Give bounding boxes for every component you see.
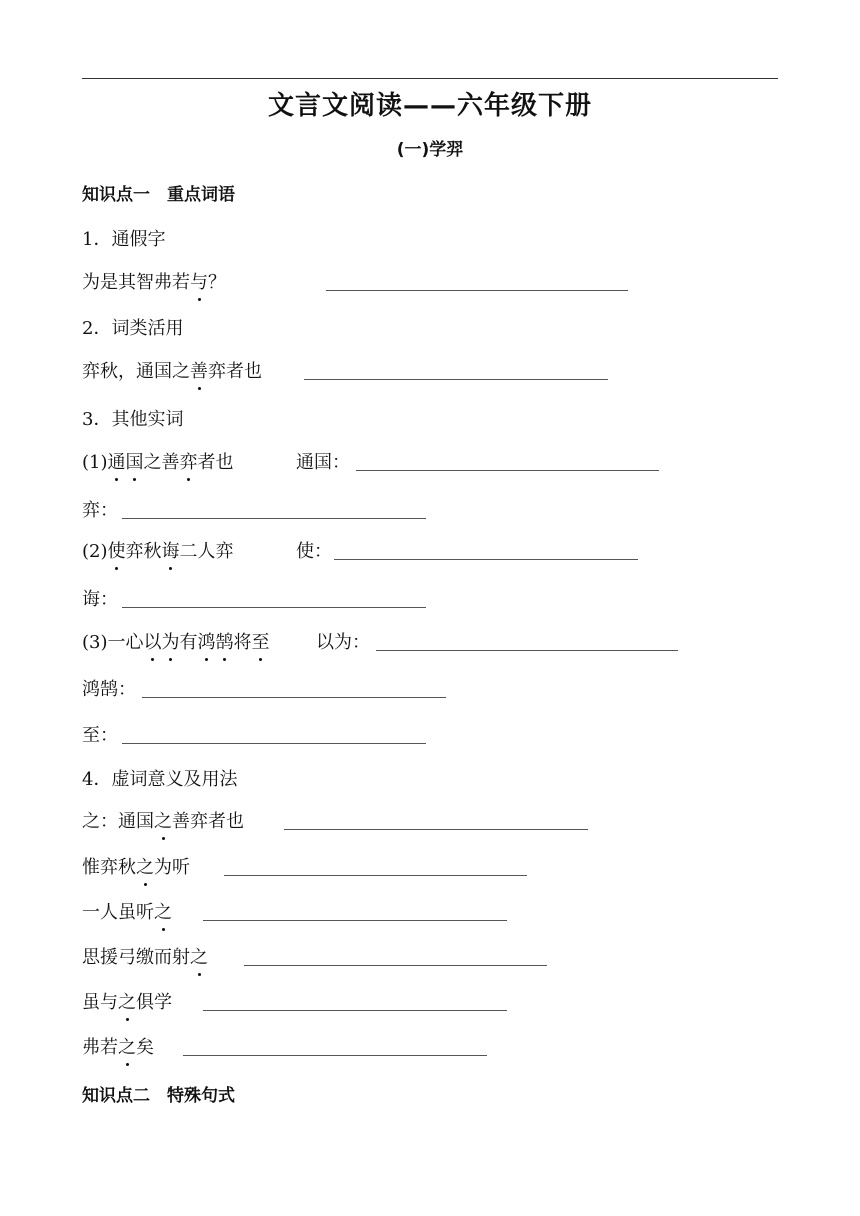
lesson-subtitle: (一)学羿 [396, 140, 464, 160]
emphasized-char: 之 [154, 899, 172, 927]
answer-blank[interactable] [376, 650, 678, 651]
sentence-text: 弈者也 [208, 361, 262, 382]
answer-blank[interactable] [203, 1010, 507, 1011]
q4-sentence [82, 899, 172, 927]
q4-sentence [82, 854, 190, 882]
q2-sentence [82, 358, 262, 386]
header-rule [82, 78, 778, 79]
sentence-text: ？ [208, 272, 226, 293]
section-heading-key-words: 知识点一 重点词语 [82, 185, 235, 205]
section-heading-special-sentences: 知识点二 特殊句式 [82, 1086, 235, 1106]
emphasized-char: 为 [162, 629, 180, 657]
item-number: (1) [82, 452, 108, 473]
emphasized-char: 之 [136, 854, 154, 882]
sentence-text: 弈秋 [125, 541, 162, 562]
q2-heading: 2．词类活用 [82, 318, 184, 339]
answer-blank[interactable] [284, 829, 588, 830]
emphasized-char: 善 [190, 358, 208, 386]
q4-sentence [82, 944, 208, 972]
emphasized-char: 使 [108, 538, 126, 566]
item-number: (2) [82, 541, 108, 562]
answer-blank[interactable] [244, 965, 547, 966]
sentence-text: 二人弈 [179, 541, 234, 562]
q3-1-sentence [82, 449, 234, 477]
sentence-text: 善弈者也 [172, 811, 244, 832]
emphasized-char: 鸿 [198, 629, 216, 657]
answer-blank[interactable] [224, 875, 527, 876]
answer-blank[interactable] [203, 920, 507, 921]
sentence-text: 虽与 [82, 992, 118, 1013]
sentence-text: 弈秋，通国之 [82, 361, 190, 382]
answer-blank[interactable] [122, 518, 426, 519]
emphasized-char: 之 [118, 1034, 136, 1062]
answer-label: 以为： [316, 632, 370, 653]
answer-blank[interactable] [304, 379, 608, 380]
emphasized-char: 鹄 [216, 629, 234, 657]
answer-label: 至： [82, 725, 118, 746]
answer-blank[interactable] [122, 607, 426, 608]
emphasized-char: 至 [252, 629, 270, 657]
sentence-text: 为是其智弗若 [82, 272, 190, 293]
q1-heading: 1．通假字 [82, 229, 166, 250]
sentence-text: 之善 [143, 452, 180, 473]
q1-sentence [82, 269, 226, 297]
answer-label: 使： [296, 541, 332, 562]
answer-blank[interactable] [122, 743, 426, 744]
item-number: (3)一心 [82, 632, 144, 653]
answer-blank[interactable] [326, 290, 628, 291]
answer-blank[interactable] [334, 559, 638, 560]
answer-label: 鸿鹄： [82, 679, 136, 700]
emphasized-char: 弈 [180, 449, 198, 477]
emphasized-char: 之 [154, 808, 172, 836]
answer-label: 诲： [82, 589, 118, 610]
q4-heading: 4．虚词意义及用法 [82, 769, 238, 790]
answer-blank[interactable] [356, 470, 659, 471]
sentence-text: 思援弓缴而射 [82, 947, 190, 968]
q3-heading: 3．其他实词 [82, 409, 184, 430]
emphasized-char: 以 [144, 629, 162, 657]
answer-blank[interactable] [142, 697, 446, 698]
q4-sentence [82, 808, 244, 836]
sentence-text: 矣 [136, 1037, 154, 1058]
sentence-text: 俱学 [136, 992, 172, 1013]
emphasized-char: 国 [126, 449, 144, 477]
q3-3-sentence [82, 629, 270, 657]
answer-label: 通国： [296, 452, 350, 473]
sentence-text: 之：通国 [82, 811, 154, 832]
emphasized-char: 之 [118, 989, 136, 1017]
page-title: 文言文阅读——六年级下册 [267, 91, 592, 121]
answer-blank[interactable] [183, 1055, 487, 1056]
sentence-text: 惟弈秋 [82, 857, 136, 878]
sentence-text: 一人虽听 [82, 902, 154, 923]
answer-label: 弈： [82, 500, 118, 521]
emphasized-char: 诲 [162, 538, 180, 566]
emphasized-char: 通 [108, 449, 126, 477]
emphasized-char: 之 [190, 944, 208, 972]
q4-sentence [82, 1034, 154, 1062]
emphasized-char: 与 [190, 269, 208, 297]
sentence-text: 者也 [197, 452, 234, 473]
sentence-text: 有 [179, 632, 198, 653]
q4-sentence [82, 989, 172, 1017]
sentence-text: 将 [233, 632, 252, 653]
sentence-text: 弗若 [82, 1037, 118, 1058]
sentence-text: 为听 [154, 857, 190, 878]
q3-2-sentence [82, 538, 234, 566]
